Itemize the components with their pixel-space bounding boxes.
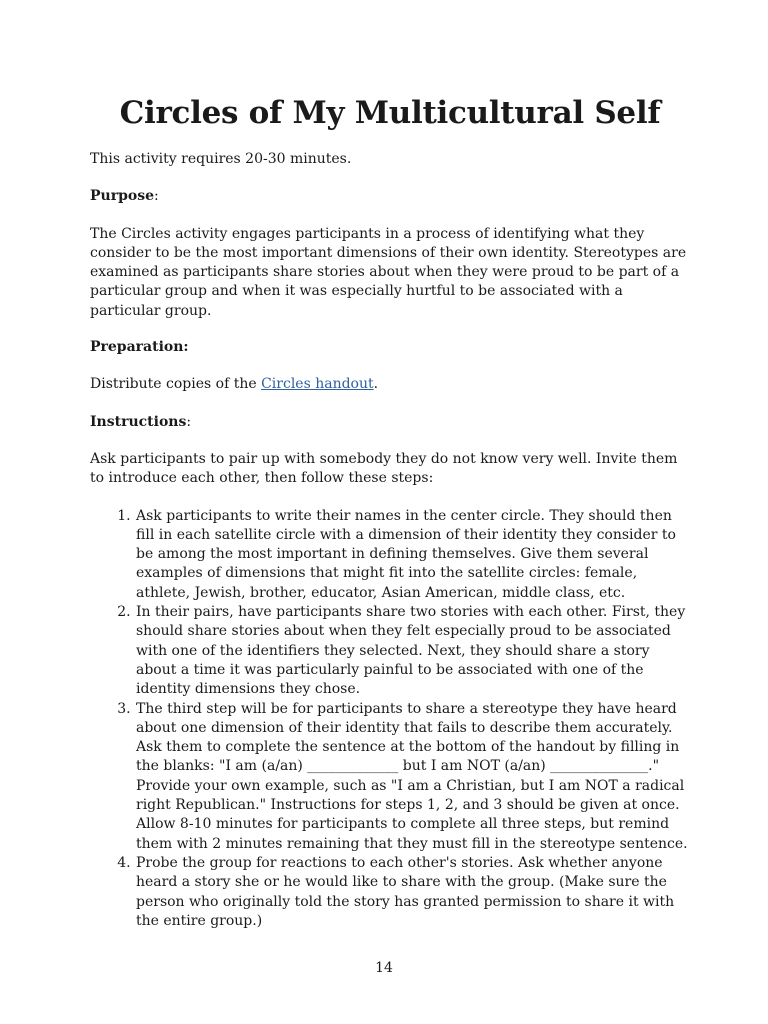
instructions-heading-line: [90, 413, 690, 432]
preparation-body-period: .: [373, 376, 379, 393]
instruction-step-3: 3. The third step will be for participants to share a stereotype they have heard about one dimension of their identity that fails to describe them accurately. Ask them to complete the sentence at the bottom of the handout by filling in the blanks: "I am (a/an) _____________ but I am NOT (a/an) ______________." Provide your own example, such as "I am a Christian, but I am NOT a radical right Republican." Instructions for steps 1, 2, and 3 should be given at once. Allow 8-10 minutes for participants to complete all three steps, but remind them with 2 minutes remaining that they must fill in the stereotype sentence.: [135, 700, 690, 854]
circles-handout-link[interactable]: Circles handout: [261, 376, 374, 393]
preparation-body: [90, 375, 690, 394]
time-note: This activity requires 20-30 minutes.: [90, 151, 352, 167]
instructions-heading: Instructions: [90, 413, 187, 430]
instructions-steps-list: [90, 507, 690, 932]
instructions-heading-colon: :: [186, 413, 192, 430]
preparation-heading: Preparation:: [90, 339, 189, 356]
document-page: [90, 90, 690, 931]
purpose-heading-colon: :: [154, 188, 159, 205]
page-title: Circles of My Multicultural Self: [119, 95, 661, 131]
page-number: 14: [375, 960, 393, 976]
instruction-step-4: 4. Probe the group for reactions to each other's stories. Ask whether anyone heard a story she or he would like to share with the group. (Make sure the person who originally told the story has granted permission to share it with the entire group.): [135, 854, 690, 931]
instructions-intro: Ask participants to pair up with somebody they do not know very well. Invite them to introduce each other, then follow these steps:: [90, 450, 678, 487]
purpose-heading-line: [90, 187, 690, 206]
instruction-step-2: 2. In their pairs, have participants share two stories with each other. First, they should share stories about when they felt especially proud to be associated with one of the identifiers they selected. Next, they should share a story about a time it was particularly painful to be associated with one of the identity dimensions they chose.: [135, 603, 690, 699]
purpose-heading: Purpose: [90, 188, 154, 205]
preparation-body-text: Distribute copies of the: [90, 376, 262, 393]
purpose-body: The Circles activity engages participants in a process of identifying what they consider to be the most important dimensions of their own identity. Stereotypes are examined as participants share stories about when they were proud to be part of a particular group and when it was especially hurtful to be associated with a particular group.: [90, 225, 687, 319]
preparation-heading-line: [90, 338, 690, 357]
instruction-step-1: 1. Ask participants to write their names in the center circle. They should then fill in each satellite circle with a dimension of their identity they consider to be among the most important in defining themselves. Give them several examples of dimensions that might fit into the satellite circles: female, athlete, Jewish, brother, educator, Asian American, middle class, etc.: [135, 507, 690, 603]
